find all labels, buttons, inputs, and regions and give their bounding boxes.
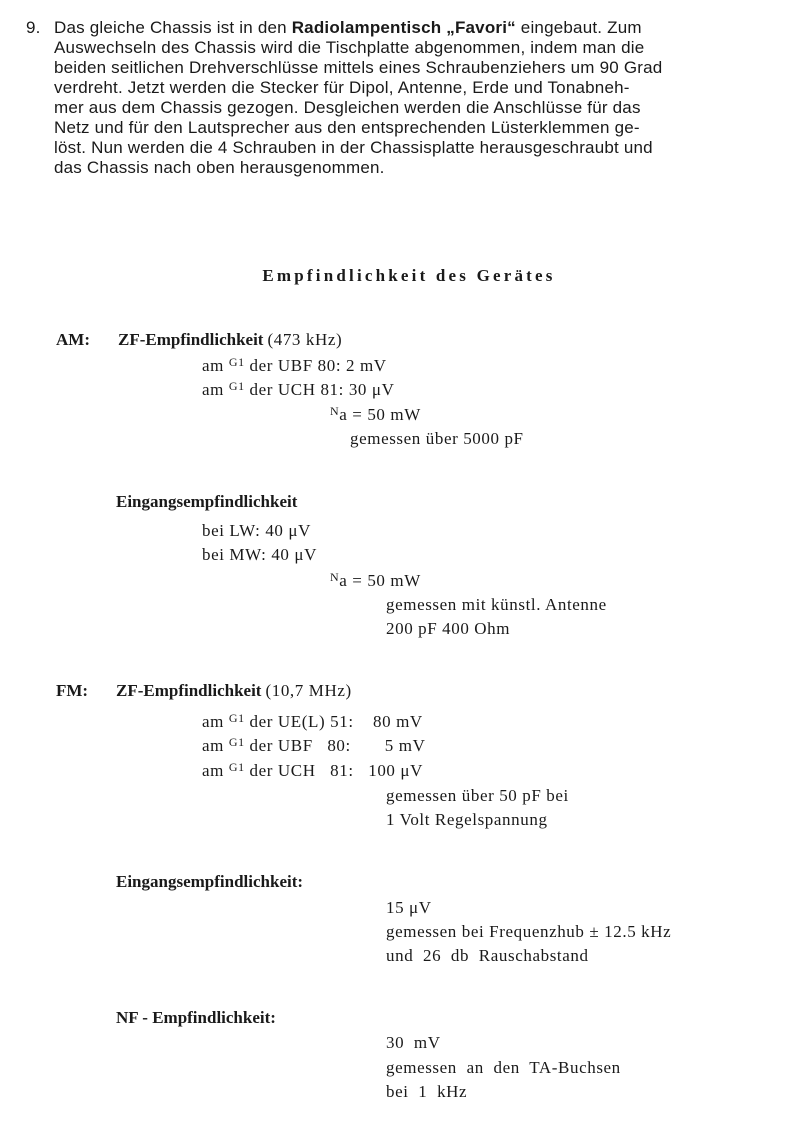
am-label: AM: [56,330,90,349]
row-value: der UBF 80: 5 mV [244,736,426,755]
fm-input-note: und 26 db Rauschabstand [386,946,589,965]
fm-input-value: 15 μV [386,898,432,917]
nf-note: gemessen an den TA-Buchsen [386,1058,621,1077]
na-symbol: N [330,404,340,418]
fm-input-note: gemessen bei Frequenzhub ± 12.5 kHz [386,922,672,941]
fm-zf-heading-row [116,681,352,701]
na-symbol: N [330,570,340,584]
fm-label: FM: [56,681,89,700]
row-text: am [202,356,229,375]
am-input-note: 200 pF 400 Ohm [386,619,511,638]
fm-zf-frequency: (10,7 MHz) [265,681,352,700]
grid-label: G1 [228,379,245,393]
am-zf-row [202,379,394,400]
row-text: am [202,380,229,399]
am-input-output-power [330,570,421,591]
paragraph-line [54,18,642,38]
product-name: Radiolampentisch „Favori“ [291,18,516,37]
na-value: = 50 mW [347,571,421,590]
paragraph-line: löst. Nun werden die 4 Schrauben in der Chassisplatte herausgeschraubt und [54,138,653,157]
row-value: der UCH 81: 100 μV [244,761,423,780]
row-text: am [202,712,229,731]
fm-zf-row [202,760,423,781]
grid-label: G1 [228,735,245,749]
fm-zf-row [202,711,423,732]
na-subscript: a [339,571,348,590]
am-zf-heading-row [118,330,342,350]
paragraph-line: beiden seitlichen Drehverschlüsse mittels eines Schraubenziehers um 90 Grad [54,58,663,77]
row-text: am [202,761,229,780]
fm-input-heading: Eingangsempfindlichkeit: [116,872,304,891]
am-input-row: bei LW: 40 μV [202,521,311,540]
am-zf-note: gemessen über 5000 pF [350,429,524,448]
am-input-row: bei MW: 40 μV [202,545,317,564]
am-zf-row [202,355,387,376]
fm-zf-row [202,735,425,756]
paragraph-line: das Chassis nach oben herausgenommen. [54,158,385,177]
paragraph-line: mer aus dem Chassis gezogen. Desgleichen werden die Anschlüsse für das [54,98,641,117]
paragraph-line: verdreht. Jetzt werden die Stecker für Dipol, Antenne, Erde und Tonabneh- [54,78,630,97]
paragraph-line: Auswechseln des Chassis wird die Tischplatte abgenommen, indem man die [54,38,645,57]
row-value: der UCH 81: 30 μV [244,380,395,399]
line-text: eingebaut. Zum [515,18,642,37]
am-input-heading: Eingangsempfindlichkeit [116,492,298,511]
row-text: am [202,736,229,755]
row-value: der UBF 80: 2 mV [244,356,387,375]
na-subscript: a [339,405,348,424]
nf-heading: NF - Empfindlichkeit: [116,1008,276,1027]
line-text: Das gleiche Chassis ist in den [54,18,292,37]
section-title: Empfindlichkeit des Gerätes [262,266,556,285]
grid-label: G1 [228,760,245,774]
nf-note: bei 1 kHz [386,1082,468,1101]
am-input-note: gemessen mit künstl. Antenne [386,595,607,614]
fm-zf-note: gemessen über 50 pF bei [386,786,569,805]
am-zf-frequency: (473 kHz) [267,330,343,349]
am-zf-output-power [330,404,421,425]
row-value: der UE(L) 51: 80 mV [244,712,423,731]
fm-zf-note: 1 Volt Regelspannung [386,810,548,829]
am-zf-heading: ZF-Empfindlichkeit [118,330,264,349]
grid-label: G1 [228,355,245,369]
grid-label: G1 [228,711,245,725]
nf-value: 30 mV [386,1033,441,1052]
paragraph-line: Netz und für den Lautsprecher aus den entsprechenden Lüsterklemmen ge- [54,118,640,137]
fm-zf-heading: ZF-Empfindlichkeit [116,681,262,700]
paragraph-number: 9. [26,18,41,37]
na-value: = 50 mW [347,405,421,424]
